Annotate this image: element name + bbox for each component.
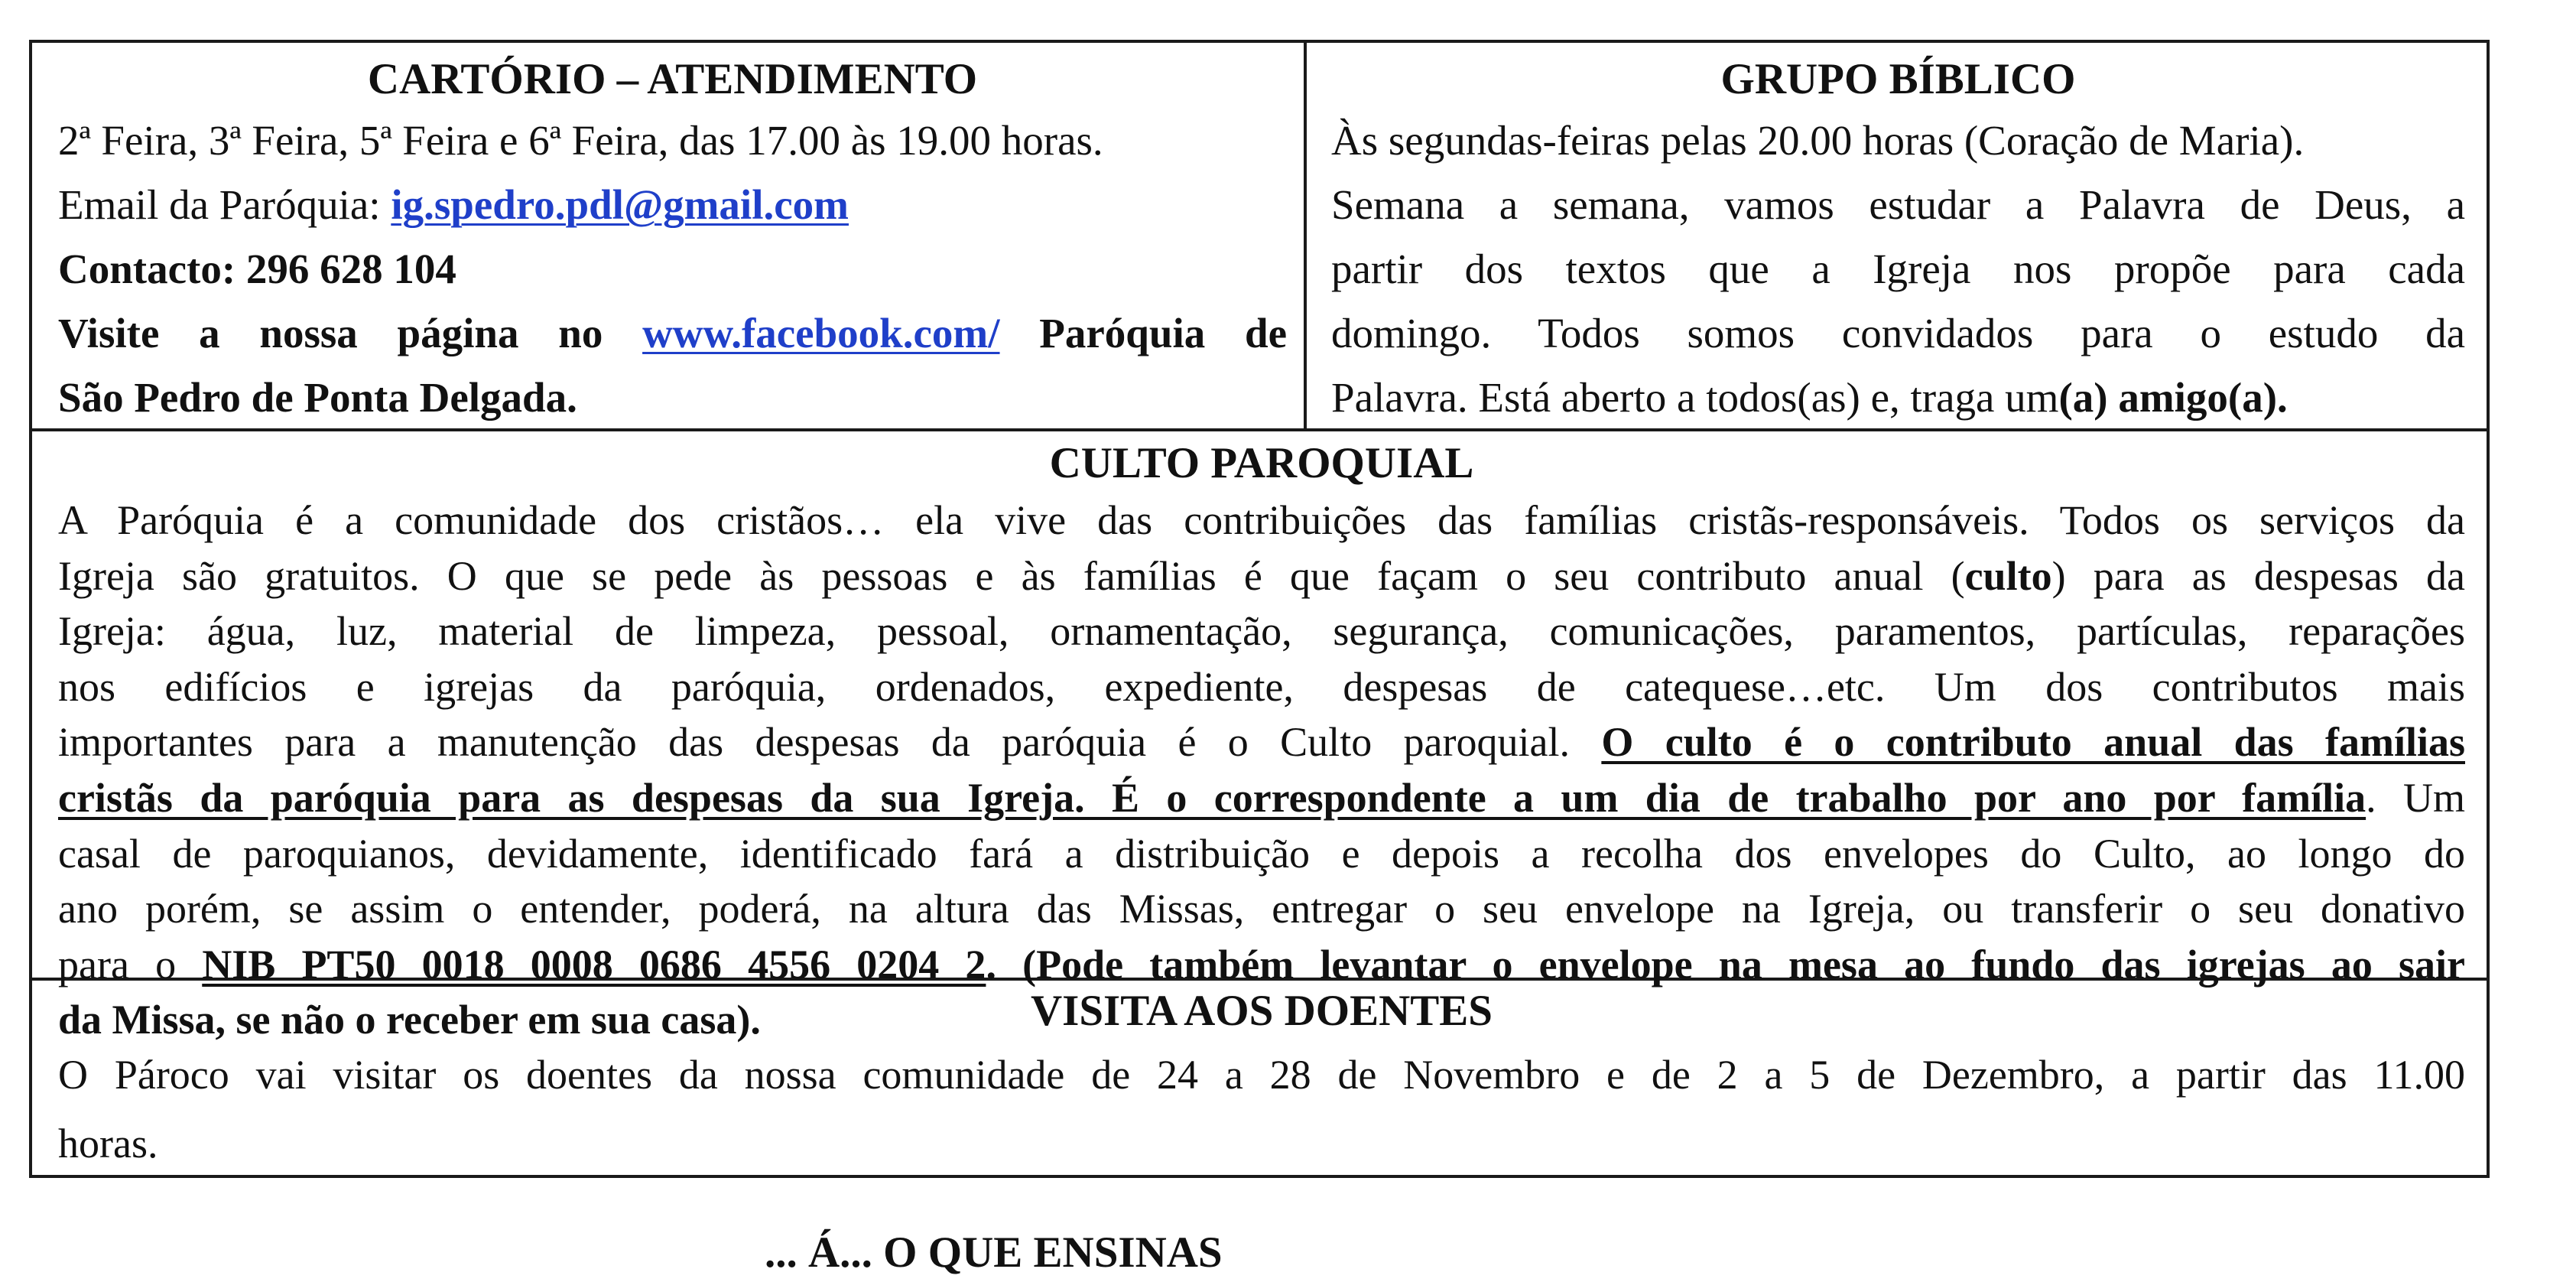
bulletin-table	[29, 40, 2490, 1178]
grupo-last-prefix: Palavra. Está aberto a todos(as) e, traga um	[1331, 374, 2059, 421]
visit-prefix: Visite a nossa página no	[58, 310, 643, 356]
culto-line-6	[58, 770, 2465, 826]
culto-l2-prefix: Igreja são gratuitos. O que se pede às pessoas e às famílias é que façam o seu contributo anual (	[58, 552, 1965, 599]
culto-line-10: da Missa, se não o receber em sua casa).	[58, 997, 761, 1043]
grupo-line-4: domingo. Todos somos convidados para o estudo da	[1331, 310, 2465, 356]
cartorio-visit-line2: São Pedro de Ponta Delgada.	[58, 374, 577, 421]
culto-l2-bold: culto	[1964, 552, 2052, 599]
grupo-biblico-title: GRUPO BÍBLICO	[1720, 55, 2076, 103]
culto-line-5	[58, 714, 2465, 770]
visita-line-1: O Pároco vai visitar os doentes da nossa comunidade de 24 a 28 de Novembro e de 2 a 5 de Dezembro, a partir das 11.00	[58, 1052, 2465, 1098]
next-section-title-partial: ... Á... O QUE ENSINAS	[765, 1228, 1223, 1277]
culto-l6-suffix: . Um	[2366, 774, 2465, 821]
culto-l9-suffix: . (Pode também levantar o envelope na mesa ao fundo das igrejas ao sair	[986, 941, 2465, 988]
culto-title: CULTO PAROQUIAL	[1049, 439, 1474, 487]
top-row	[32, 43, 2487, 431]
visit-suffix: Paróquia de	[999, 310, 1288, 356]
culto-l5-prefix: importantes para a manutenção das despesas da paróquia é o Culto paroquial.	[58, 719, 1602, 766]
grupo-last-bold: (a) amigo(a).	[2058, 374, 2288, 421]
grupo-line-1: Às segundas-feiras pelas 20.00 horas (Coração de Maria).	[1331, 117, 2305, 164]
culto-line-2	[58, 548, 2465, 604]
culto-line-7: casal de paroquianos, devidamente, identificado fará a distribuição e depois a recolha dos envelopes do Culto, ao longo do	[58, 830, 2465, 877]
facebook-link[interactable]: www.facebook.com/	[642, 310, 1000, 356]
cartorio-email	[58, 173, 1287, 237]
culto-line-8: ano porém, se assim o entender, poderá, na altura das Missas, entregar o seu envelope na Igreja, ou transferir o seu donativo	[58, 886, 2465, 932]
culto-line-4: nos edifícios e igrejas da paróquia, ordenados, expediente, despesas de catequese…etc. Um dos contributos mais	[58, 663, 2465, 710]
cartorio-section	[32, 43, 1307, 428]
cartorio-contact: Contacto: 296 628 104	[58, 246, 456, 292]
culto-line-3: Igreja: água, luz, material de limpeza, pessoal, ornamentação, segurança, comunicações, paramentos, partículas, reparações	[58, 608, 2465, 655]
cartorio-title: CARTÓRIO – ATENDIMENTO	[367, 55, 978, 103]
visita-line-2: horas.	[58, 1121, 158, 1166]
grupo-line-2: Semana a semana, vamos estudar a Palavra de Deus, a	[1331, 181, 2465, 228]
culto-l5-underlined: O culto é o contributo anual das famílias	[1601, 719, 2465, 766]
culto-l6-underlined: cristãs da paróquia para as despesas da sua Igreja. É o correspondente a um dia de trabalho por ano por família	[58, 774, 2366, 821]
cartorio-hours: 2ª Feira, 3ª Feira, 5ª Feira e 6ª Feira, das 17.00 às 19.00 horas.	[58, 117, 1103, 164]
nib-number: NIB PT50 0018 0008 0686 4556 0204 2	[202, 941, 986, 988]
cartorio-visit-line1	[58, 301, 1287, 366]
culto-l2-suffix: ) para as despesas da	[2051, 552, 2465, 599]
visita-title: VISITA AOS DOENTES	[1030, 987, 1493, 1035]
grupo-biblico-section	[1307, 43, 2487, 428]
culto-l9-prefix: para o	[58, 941, 203, 988]
email-label: Email da Paróquia:	[58, 181, 391, 228]
grupo-line-3: partir dos textos que a Igreja nos propõe para cada	[1331, 246, 2465, 292]
email-link[interactable]: ig.spedro.pdl@gmail.com	[391, 181, 849, 228]
culto-line-1: A Paróquia é a comunidade dos cristãos… ela vive das contribuições das famílias cristãs-responsáveis. Todos os serviços da	[58, 497, 2465, 543]
grupo-line-5	[1331, 366, 2465, 430]
